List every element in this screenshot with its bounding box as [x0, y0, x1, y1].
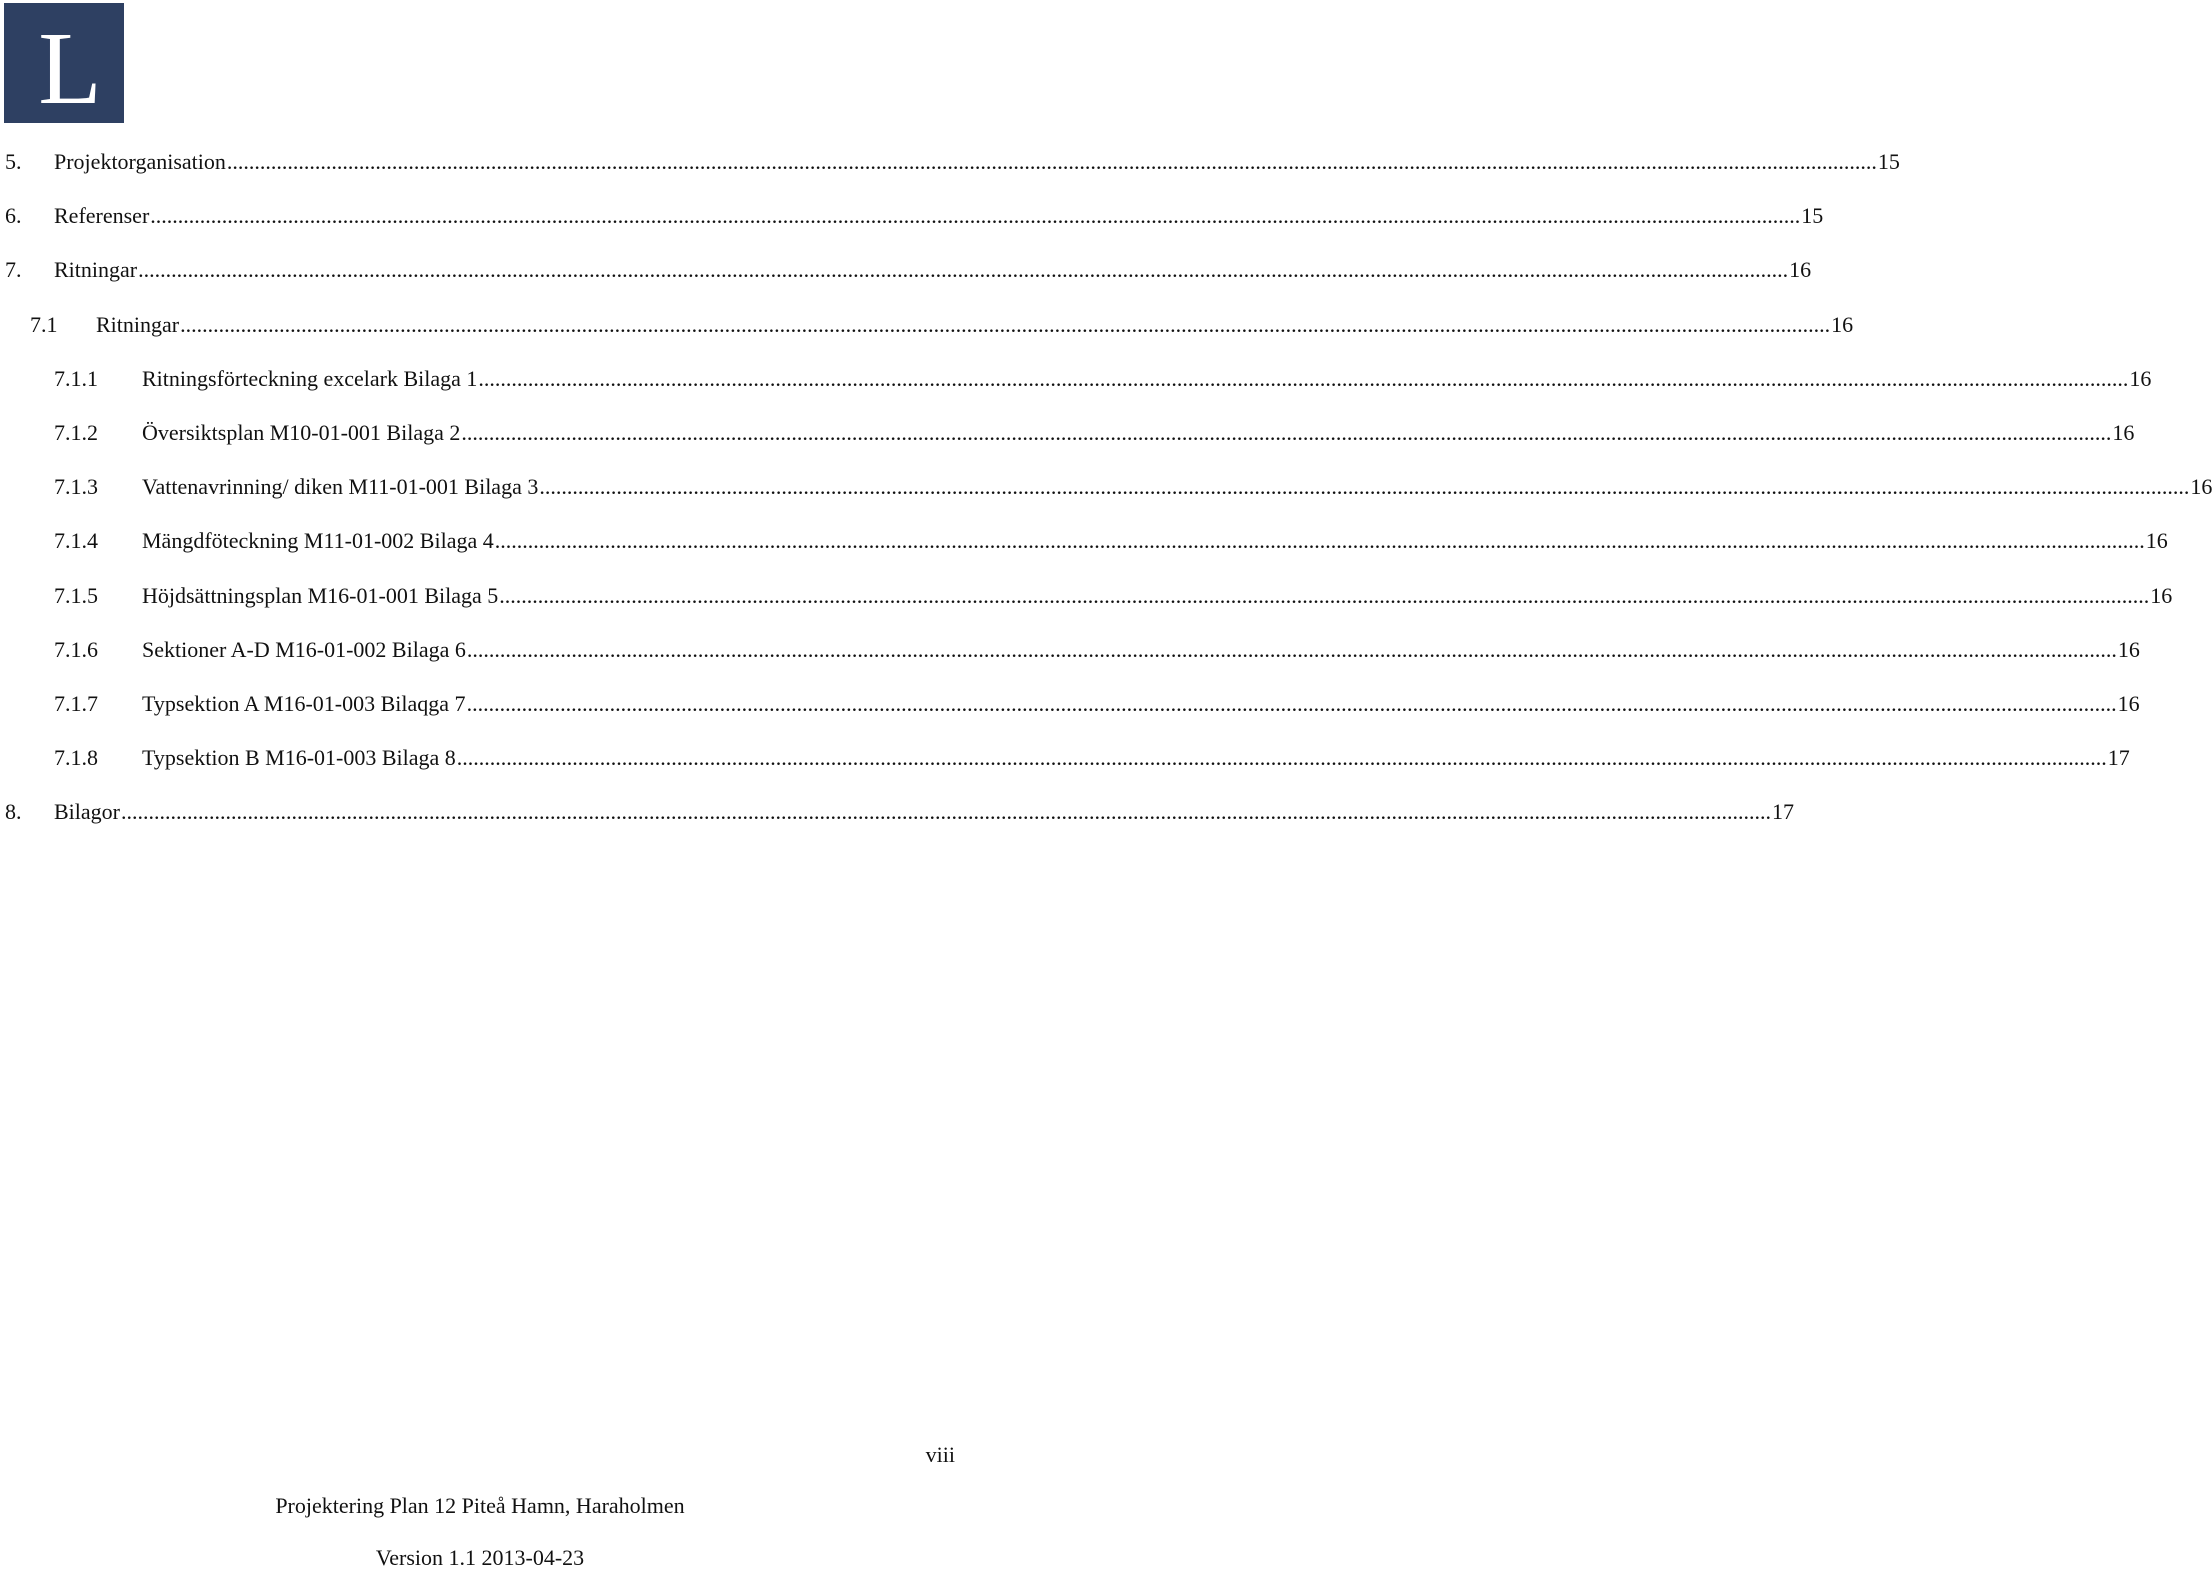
toc-entry-number: 6. [5, 203, 22, 229]
toc-entry-page: 16 [2145, 528, 2168, 554]
toc-entry[interactable] [54, 743, 2130, 773]
toc-entry-number: 7. [5, 257, 22, 283]
toc-entry-page: 16 [2129, 365, 2152, 391]
toc-entry-title: Ritningsförteckning excelark Bilaga 1 [142, 365, 478, 391]
svg-text:L: L [38, 11, 102, 126]
toc-dot-leader: ............................................................................................................................................................................................................................................................................................................ [466, 691, 2117, 716]
toc-entry[interactable] [5, 201, 1824, 231]
toc-dot-leader: ............................................................................................................................................................................................................................................................................................................ [180, 311, 1831, 337]
toc-dot-leader: ............................................................................................................................................................................................................................................................................................................ [499, 582, 2150, 608]
toc-entry-page: 16 [1831, 311, 1854, 337]
toc-entry[interactable] [54, 526, 2168, 556]
toc-entry-page: 17 [2107, 745, 2130, 771]
toc-dot-leader: ............................................................................................................................................................................................................................................................................................................ [539, 474, 2190, 500]
toc-entry-title: Ritningar [96, 311, 180, 337]
toc-entry[interactable] [54, 364, 2152, 394]
toc-entry-page: 16 [2112, 420, 2135, 445]
toc-dot-leader: ............................................................................................................................................................................................................................................................................................................ [461, 420, 2112, 445]
toc-dot-leader: ............................................................................................................................................................................................................................................................................................................ [138, 257, 1789, 283]
toc-entry-page: 15 [1801, 203, 1824, 229]
page-number: viii [925, 1442, 955, 1467]
footer-project-title: Projektering Plan 12 Piteå Hamn, Haraholmen [275, 1493, 685, 1518]
toc-entry-page: 16 [1789, 257, 1812, 283]
toc-entry-number: 7.1.2 [54, 420, 98, 445]
toc-entry-number: 7.1.4 [54, 528, 98, 554]
toc-entry-number: 7.1 [30, 311, 58, 337]
toc-entry-title: Projektorganisation [54, 149, 226, 174]
company-logo [4, 3, 124, 126]
toc-entry-page: 16 [2150, 582, 2173, 608]
toc-entry-title: Sektioner A-D M16-01-002 Bilaga 6 [142, 636, 466, 662]
toc-entry[interactable] [5, 255, 1812, 285]
toc-entry-page: 17 [1772, 799, 1794, 825]
toc-entry-number: 7.1.6 [54, 636, 98, 662]
toc-entry-number: 8. [5, 799, 22, 825]
toc-entry[interactable] [30, 310, 1854, 340]
toc-entry[interactable] [54, 689, 2140, 719]
toc-entry-title: Typsektion B M16-01-003 Bilaga 8 [142, 745, 456, 771]
toc-entry[interactable] [54, 472, 2212, 502]
toc-entry-number: 7.1.8 [54, 745, 98, 771]
toc-entry[interactable] [5, 797, 1794, 827]
toc-dot-leader: ............................................................................................................................................................................................................................................................................................................ [226, 149, 1877, 174]
toc-entry-title: Vattenavrinning/ diken M11-01-001 Bilaga 3 [142, 474, 539, 500]
toc-entry-title: Ritningar [54, 257, 138, 283]
toc-dot-leader: ............................................................................................................................................................................................................................................................................................................ [456, 745, 2107, 771]
toc-entry-number: 7.1.7 [54, 691, 98, 716]
toc-entry-title: Mängdföteckning M11-01-002 Bilaga 4 [142, 528, 494, 554]
toc-dot-leader: ............................................................................................................................................................................................................................................................................................................ [150, 203, 1801, 229]
toc-entry-number: 7.1.3 [54, 474, 98, 500]
toc-entry-page: 15 [1877, 149, 1900, 174]
toc-entry-number: 7.1.5 [54, 582, 98, 608]
toc-entry-title: Höjdsättningsplan M16-01-001 Bilaga 5 [142, 582, 499, 608]
toc-entry-title: Typsektion A M16-01-003 Bilaqga 7 [142, 691, 466, 716]
toc-entry-title: Översiktsplan M10-01-001 Bilaga 2 [142, 420, 461, 445]
toc-dot-leader: ............................................................................................................................................................................................................................................................................................................ [494, 528, 2145, 554]
toc-dot-leader: ............................................................................................................................................................................................................................................................................................................ [478, 365, 2129, 391]
toc-entry[interactable] [5, 147, 1900, 177]
toc-entry[interactable] [54, 581, 2173, 611]
toc-entry-number: 5. [5, 149, 22, 174]
toc-dot-leader: ............................................................................................................................................................................................................................................................................................................ [466, 636, 2117, 662]
toc-entry-page: 16 [2190, 474, 2212, 500]
toc-entry[interactable] [54, 418, 2135, 448]
toc-entry-number: 7.1.1 [54, 365, 98, 391]
toc-entry-title: Bilagor [54, 799, 120, 825]
toc-entry[interactable] [54, 635, 2140, 665]
footer-version: Version 1.1 2013-04-23 [375, 1545, 585, 1570]
toc-entry-page: 16 [2117, 636, 2140, 662]
toc-entry-page: 16 [2117, 691, 2140, 716]
toc-dot-leader: ............................................................................................................................................................................................................................................................................................................ [121, 799, 1771, 825]
logo-l-icon [4, 3, 124, 126]
toc-entry-title: Referenser [54, 203, 150, 229]
